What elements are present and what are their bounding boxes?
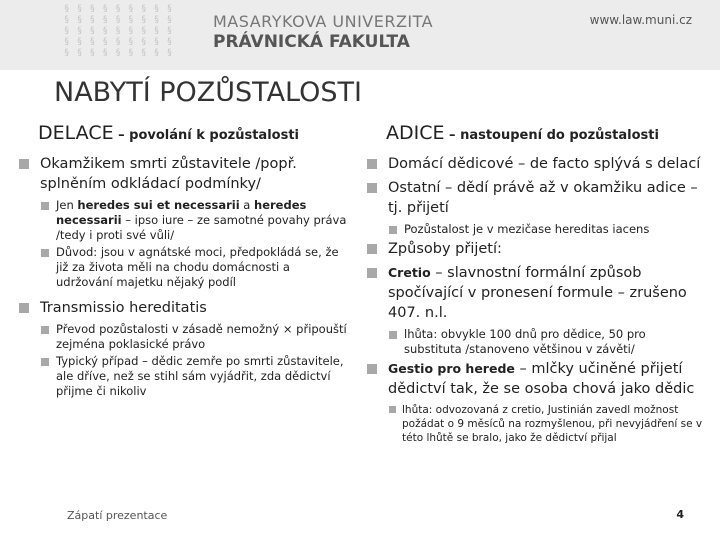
term-cretio: Cretio xyxy=(388,265,431,280)
term-gestio-pro-herede: Gestio pro herede xyxy=(388,361,515,376)
adice-heading-sub: – nastoupení do pozůstalosti xyxy=(444,128,659,143)
adice-bullet-cretio xyxy=(366,263,706,323)
cretio-sub-bullet: lhůta: obvykle 100 dnů pro dědice, 50 pro substituta /stanoveno většinou v závěti/ xyxy=(388,327,706,357)
adice-bullet-1: Domácí dědicové – de facto splývá s delací xyxy=(366,154,706,174)
adice-bullet-2: Ostatní – dědí právě až v okamžiku adice – tj. přijetí xyxy=(366,178,706,218)
website-url: www.law.muni.cz xyxy=(589,13,692,27)
adice-sub-bullet-hereditas: Pozůstalost je v mezičase hereditas iacens xyxy=(388,222,706,237)
delace-sub-bullet-1 xyxy=(40,198,350,243)
delace-heading xyxy=(38,122,350,144)
adice-bullet-gestio xyxy=(366,359,706,399)
delace-bullet-1: Okamžikem smrti zůstavitele /popř. splněním odkládací podmínky/ xyxy=(18,154,350,194)
gestio-sub-bullet: lhůta: odvozovaná z cretio, Justinián zavedl možnost požádat o 9 měsíců na rozmyšlenou, při nevyjádření se v této lhůtě se bralo, jako že dědictví přijal xyxy=(388,403,706,445)
cretio-description: – slavnostní formální způsob spočívající v pronesení formule – zrušeno 407. n.l. xyxy=(388,265,687,321)
transmissio-sub-bullet-1: Převod pozůstalosti v zásadě nemožný × připouští zejména poklasické právo xyxy=(40,322,350,352)
delace-heading-sub: – povolání k pozůstalosti xyxy=(113,128,300,143)
right-column xyxy=(366,122,706,445)
adice-bullet-3: Způsoby přijetí: xyxy=(366,239,706,259)
adice-heading xyxy=(386,122,706,144)
term-heredes-sui: heredes sui et necessarii xyxy=(77,198,240,212)
sub-bullet-text: Jen xyxy=(56,198,78,212)
delace-heading-main: DELACE xyxy=(38,122,114,144)
adice-list xyxy=(366,154,706,445)
sub-bullet-text: a xyxy=(239,198,255,212)
slide-footer: Zápatí prezentace xyxy=(67,509,168,522)
adice-heading-main: ADICE xyxy=(386,122,445,144)
left-column xyxy=(18,122,350,401)
delace-list xyxy=(18,154,350,399)
university-name: MASARYKOVA UNIVERZITA xyxy=(213,12,434,31)
transmissio-sub-bullet-2: Typický případ – dědic zemře po smrti zůstavitele, ale dříve, než se stihl sám vyjádřit, zda dědictví přijme či nikoliv xyxy=(40,354,350,399)
gestio-description: – mlčky učiněné přijetí dědictví tak, že se osoba chová jako dědic xyxy=(388,361,695,397)
delace-bullet-2: Transmissio hereditatis xyxy=(18,298,350,318)
paragraph-pattern-logo: § § § § § § § § § § § § § § § § § § § § § § § § § § § § § § § § § § § § § § § § § § § § § xyxy=(64,4,174,58)
slide-header xyxy=(0,0,720,70)
page-number: 4 xyxy=(676,508,684,521)
sub-bullet-text: – ipso iure – ze samotné povahy práva /tedy i proti své vůli/ xyxy=(56,213,347,242)
delace-sub-bullet-2: Důvod: jsou v agnátské moci, předpokládá se, že již za života měli na chodu domácnosti a udržování majetku nějaký podíl xyxy=(40,245,350,290)
term-heredes-necessarii: heredes necessarii xyxy=(56,198,307,227)
faculty-name: PRÁVNICKÁ FAKULTA xyxy=(213,32,410,52)
slide-title: NABYTÍ POZŮSTALOSTI xyxy=(54,77,362,108)
